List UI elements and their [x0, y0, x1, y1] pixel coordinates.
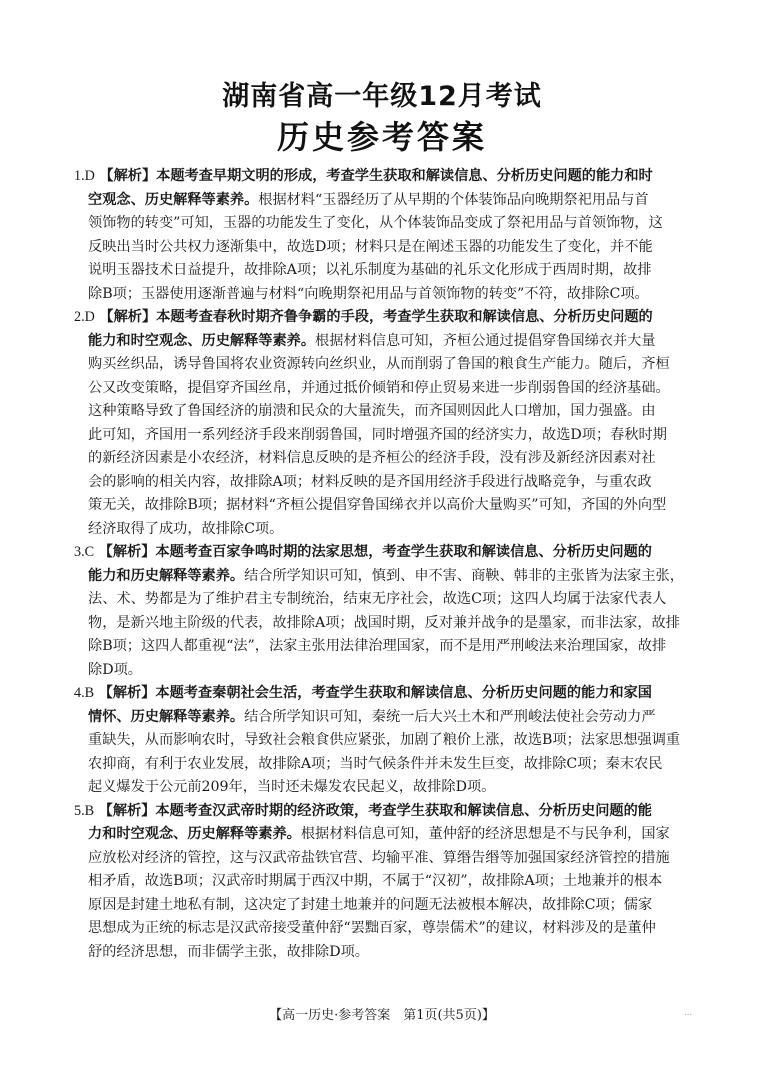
analysis-text: 结合所学知识可知，慎到、申不害、商鞅、韩非的主张皆为法家主张，	[244, 567, 684, 584]
analysis-tag: 【解析】	[98, 802, 156, 819]
analysis-summary: 本题考查春秋时期齐鲁争霸的手段，考查学生获取和解读信息、分析历史问题的	[156, 309, 653, 325]
analysis-tag: 【解析】	[98, 685, 156, 701]
analysis-tag: 【解析】	[98, 544, 156, 560]
analysis-summary: 本题考查百家争鸣时期的法家思想，考查学生获取和解读信息、分析历史问题的	[155, 544, 652, 560]
answer-line: 舒的经济思想，而非儒学主张，故排除D项。	[88, 943, 369, 960]
answer-line	[88, 823, 696, 847]
answer-line: 的新经济因素是小农经济，材料信息反映的是齐桓公的经济手段，没有涉及新经济因素对社	[88, 450, 656, 466]
analysis-summary-end: 能力和历史解释等素养。	[88, 567, 245, 584]
answer-line: 购买丝织品，诱导鲁国将农业资源转向丝织业，从而削弱了鲁国的粮食生产能力。随后，齐桓	[88, 356, 670, 372]
answer-line	[88, 189, 696, 213]
answer-first-line	[74, 541, 696, 565]
answer-list	[74, 165, 696, 964]
answer-line: 经济取得了成功，故排除C项。	[88, 520, 284, 537]
analysis-summary-end: 情怀、历史解释等素养。	[88, 708, 245, 725]
document-title: 历史参考答案	[276, 118, 487, 156]
answer-line: 此可知，齐国用一系列经济手段来削弱鲁国，同时增强齐国的经济实力，故选D项；春秋时期	[88, 426, 667, 443]
analysis-summary-end: 能力和时空观念、历史解释等素养。	[88, 332, 316, 349]
analysis-text: 根据材料信息可知，齐桓公通过提倡穿鲁国绨衣并大量	[315, 332, 656, 349]
answer-line: 起义爆发于公元前209年，当时还未爆发农民起义，故排除D项。	[88, 779, 496, 795]
answer-line: 除D项。	[88, 661, 142, 678]
answer-item-2	[74, 306, 696, 541]
answer-line: 物，是新兴地主阶级的代表，故排除A项；战国时期，反对兼并战争的是墨家，而非法家，故排	[88, 614, 680, 631]
answer-line: 领饰物的转变”可知，玉器的功能发生了变化，从个体装饰品变成了祭祀用品与首领饰物，这	[88, 215, 663, 231]
answer-first-line	[74, 800, 696, 824]
analysis-text: 根据材料信息可知，董仲舒的经济思想是不与民争利，国家	[300, 826, 670, 842]
answer-line: 原因是封建土地私有制，这决定了封建土地兼并的问题无法被根本解决，故排除C项；儒家	[88, 896, 653, 913]
analysis-summary: 本题考查早期文明的形成，考查学生获取和解读信息、分析历史问题的能力和时	[156, 168, 653, 184]
analysis-summary: 本题考查秦朝社会生活，考查学生获取和解读信息、分析历史问题的能力和家国	[155, 685, 652, 701]
answer-line	[88, 706, 696, 730]
analysis-summary-end: 空观念、历史解释等素养。	[88, 191, 259, 208]
answer-number: 2.D	[74, 309, 95, 325]
answer-number: 4.B	[74, 685, 95, 701]
analysis-text: 根据材料“玉器经历了从早期的个体装饰品向晚期祭祀用品与首	[258, 191, 649, 208]
answer-line: 说明玉器技术日益提升，故排除A项；以礼乐制度为基础的礼乐文化形成于西周时期，故排	[88, 262, 652, 278]
answer-number: 5.B	[74, 802, 95, 819]
exam-title: 湖南省高一年级12月考试	[222, 81, 542, 112]
answer-item-1	[74, 165, 696, 306]
analysis-text: 结合所学知识可知，秦统一后大兴土木和严刑峻法使社会劳动力严	[244, 708, 656, 725]
answer-first-line	[74, 682, 696, 706]
analysis-summary-end: 力和时空观念、历史解释等素养。	[88, 826, 301, 842]
answer-line: 重缺失，从而影响农时，导致社会粮食供应紧张，加剧了粮价上涨，故选B项；法家思想强调重	[88, 732, 681, 748]
answer-number: 1.D	[74, 168, 95, 184]
answer-line	[88, 565, 696, 589]
analysis-summary: 本题考查汉武帝时期的经济政策，考查学生获取和解读信息、分析历史问题的能	[155, 802, 652, 819]
answer-line: 除B项；玉器使用逐渐普遍与材料“向晚期祭祀用品与首领饰物的转变”不符，故排除C项。	[88, 285, 649, 302]
answer-line: 除B项；这四人都重视“法”，法家主张用法律治理国家，而不是用严刑峻法来治理国家，故排	[88, 638, 667, 654]
answer-item-4	[74, 682, 696, 800]
answer-line: 这种策略导致了鲁国经济的崩溃和民众的大量流失，而齐国则因此人口增加，国力强盛。由	[88, 403, 656, 419]
answer-line: 会的影响的相关内容，故排除A项；材料反映的是齐国用经济手段进行战略竞争，与重农政	[88, 473, 652, 490]
answer-first-line	[74, 306, 696, 330]
answer-line	[88, 330, 696, 354]
answer-first-line	[74, 165, 696, 189]
answer-item-3	[74, 541, 696, 682]
answer-line: 法、术、势都是为了维护君主专制统治，结束无序社会，故选C项；这四人均属于法家代表人	[88, 591, 667, 607]
answer-line: 反映出当时公共权力逐渐集中，故选D项；材料只是在阐述玉器的功能发生了变化，并不能	[88, 238, 653, 255]
answer-line: 相矛盾，故选B项；汉武帝时期属于西汉中期，不属于“汉初”，故排除A项；土地兼并的根本	[88, 873, 663, 889]
page-footer: 【高一历史·参考答案 第1页(共5页)】	[269, 1008, 495, 1023]
answer-line: 公又改变策略，提倡穿齐国丝帛，并通过抵价倾销和停止贸易来进一步削弱鲁国的经济基础。	[88, 379, 670, 396]
analysis-tag: 【解析】	[99, 168, 157, 184]
answer-line: 应放松对经济的管控，这与汉武帝盐铁官营、均输平准、算缗告缗等加强国家经济管控的措施	[88, 849, 670, 866]
analysis-tag: 【解析】	[99, 309, 157, 325]
corner-mark: ...	[684, 1008, 692, 1017]
answer-line: 农抑商，有利于农业发展，故排除A项；当时气候条件并未发生巨变，故排除C项；秦末农民	[88, 755, 663, 772]
answer-line: 策无关，故排除B项；据材料“齐桓公提倡穿鲁国绨衣并以高价大量购买”可知，齐国的外向型	[88, 497, 667, 513]
answer-number: 3.C	[74, 544, 95, 560]
answer-item-5	[74, 800, 696, 965]
answer-line: 思想成为正统的标志是汉武帝接受董仲舒“罢黜百家，尊崇儒术”的建议，材料涉及的是董仲	[88, 920, 656, 936]
